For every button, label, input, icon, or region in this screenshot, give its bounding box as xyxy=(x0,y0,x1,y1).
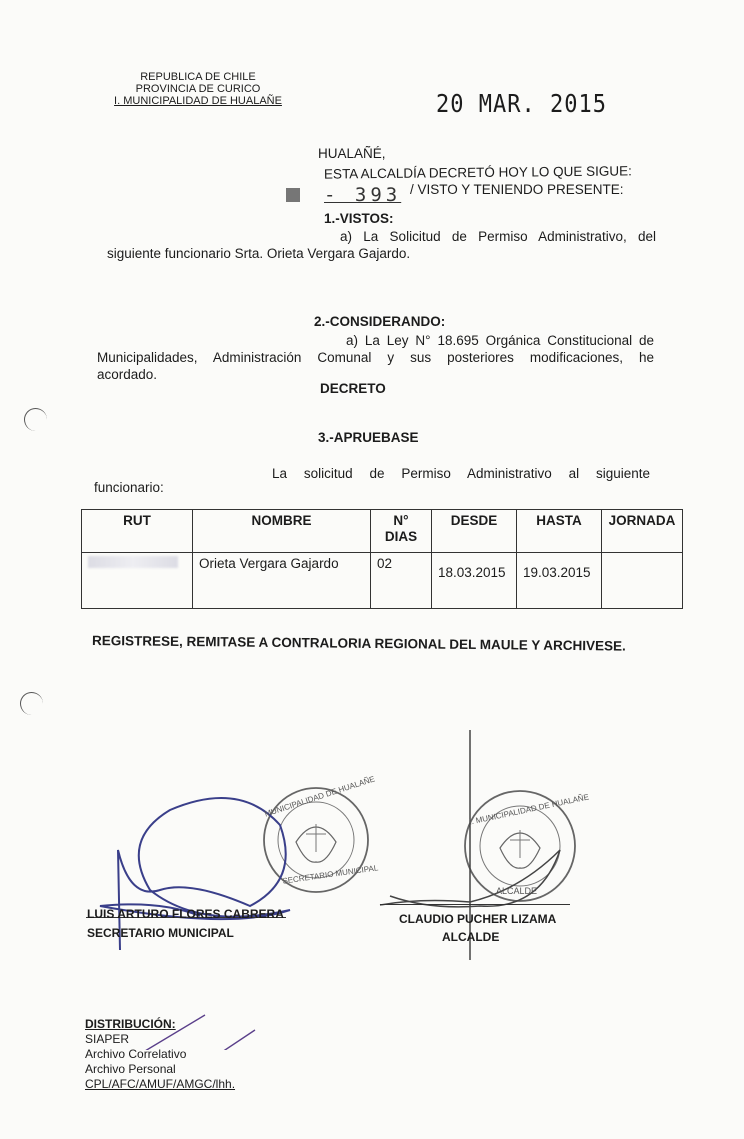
signature-line-right xyxy=(380,904,570,905)
signer-right-name: CLAUDIO PUCHER LIZAMA xyxy=(399,912,557,926)
table-header-row xyxy=(82,510,683,553)
decree-intro: ESTA ALCALDÍA DECRETÓ HOY LO QUE SIGUE: xyxy=(323,163,632,182)
distribution-item: Archivo Correlativo xyxy=(85,1047,187,1061)
punch-hole-mark xyxy=(24,408,47,431)
section-3-title: 3.-APRUEBASE xyxy=(318,430,419,445)
header-nombre: NOMBRE xyxy=(193,510,371,553)
section-3-line-2: funcionario: xyxy=(94,480,164,495)
signer-right-title: ALCALDE xyxy=(442,930,500,944)
section-2-title: 2.-CONSIDERANDO: xyxy=(314,314,446,329)
decreto-title: DECRETO xyxy=(320,381,386,396)
stamp-mark-icon xyxy=(286,188,300,202)
signer-left-name: LUIS ARTURO FLORES CABRERA xyxy=(87,907,284,921)
header-dias: N° DIAS xyxy=(371,510,432,553)
letterhead-line-2: PROVINCIA DE CURICO xyxy=(135,83,261,95)
section-2-line-2: Municipalidades, Administración Comunal y sus posteriores modificaciones, he xyxy=(97,350,654,365)
distribution-title: DISTRIBUCIÓN: xyxy=(85,1017,176,1031)
visto-label: / VISTO Y TENIENDO PRESENTE: xyxy=(410,182,624,197)
distribution-item: Archivo Personal xyxy=(85,1062,176,1076)
redacted-rut xyxy=(88,556,178,568)
decree-number-row xyxy=(286,182,646,210)
closing-statement: REGISTRESE, REMITASE A CONTRALORIA REGIONAL DEL MAULE Y ARCHIVESE. xyxy=(91,633,626,654)
header-jornada: JORNADA xyxy=(602,510,683,553)
section-1-title: 1.-VISTOS: xyxy=(324,211,394,226)
cell-jornada xyxy=(602,553,683,609)
section-3-line-1: La solicitud de Permiso Administrativo al siguiente xyxy=(272,466,650,481)
section-1-line-2: siguiente funcionario Srta. Orieta Vergara Gajardo. xyxy=(107,246,411,261)
header-desde: DESDE xyxy=(432,510,517,553)
header-rut: RUT xyxy=(82,510,193,553)
section-2-line-1: a) La Ley N° 18.695 Orgánica Constitucional de xyxy=(346,333,654,348)
header-hasta: HASTA xyxy=(517,510,602,553)
letterhead-line-1: REPUBLICA DE CHILE xyxy=(140,71,256,83)
distribution-item: CPL/AFC/AMUF/AMGC/lhh. xyxy=(85,1077,236,1091)
place-name: HUALAÑÉ, xyxy=(318,146,386,161)
distribution-item: SIAPER xyxy=(85,1032,130,1046)
permission-table xyxy=(81,509,683,609)
section-1-line-1: a) La Solicitud de Permiso Administrativo, del xyxy=(340,229,656,244)
cell-hasta: 19.03.2015 xyxy=(517,553,602,609)
seal-left-text-top: MUNICIPALIDAD DE HUALAÑE xyxy=(263,774,377,819)
seal-right-text-top: I. MUNICIPALIDAD DE HUALAÑE xyxy=(468,792,590,827)
distribution-block xyxy=(85,1017,235,1092)
signer-left-title: SECRETARIO MUNICIPAL xyxy=(87,926,234,940)
letterhead xyxy=(100,71,296,107)
seal-right-text-bottom: ALCALDE xyxy=(496,886,538,896)
table-row xyxy=(82,553,683,609)
section-2-line-3: acordado. xyxy=(97,367,158,382)
date-stamp: 20 MAR. 2015 xyxy=(436,90,607,119)
decree-number: - 393 xyxy=(324,184,402,206)
cell-rut xyxy=(82,553,193,609)
seal-left-text-bottom: SECRETARIO MUNICIPAL xyxy=(281,863,379,886)
punch-hole-mark xyxy=(20,692,43,715)
cell-nombre: Orieta Vergara Gajardo xyxy=(193,553,371,609)
letterhead-line-3: I. MUNICIPALIDAD DE HUALAÑE xyxy=(114,95,282,107)
cell-dias: 02 xyxy=(371,553,432,609)
cell-desde: 18.03.2015 xyxy=(432,553,517,609)
